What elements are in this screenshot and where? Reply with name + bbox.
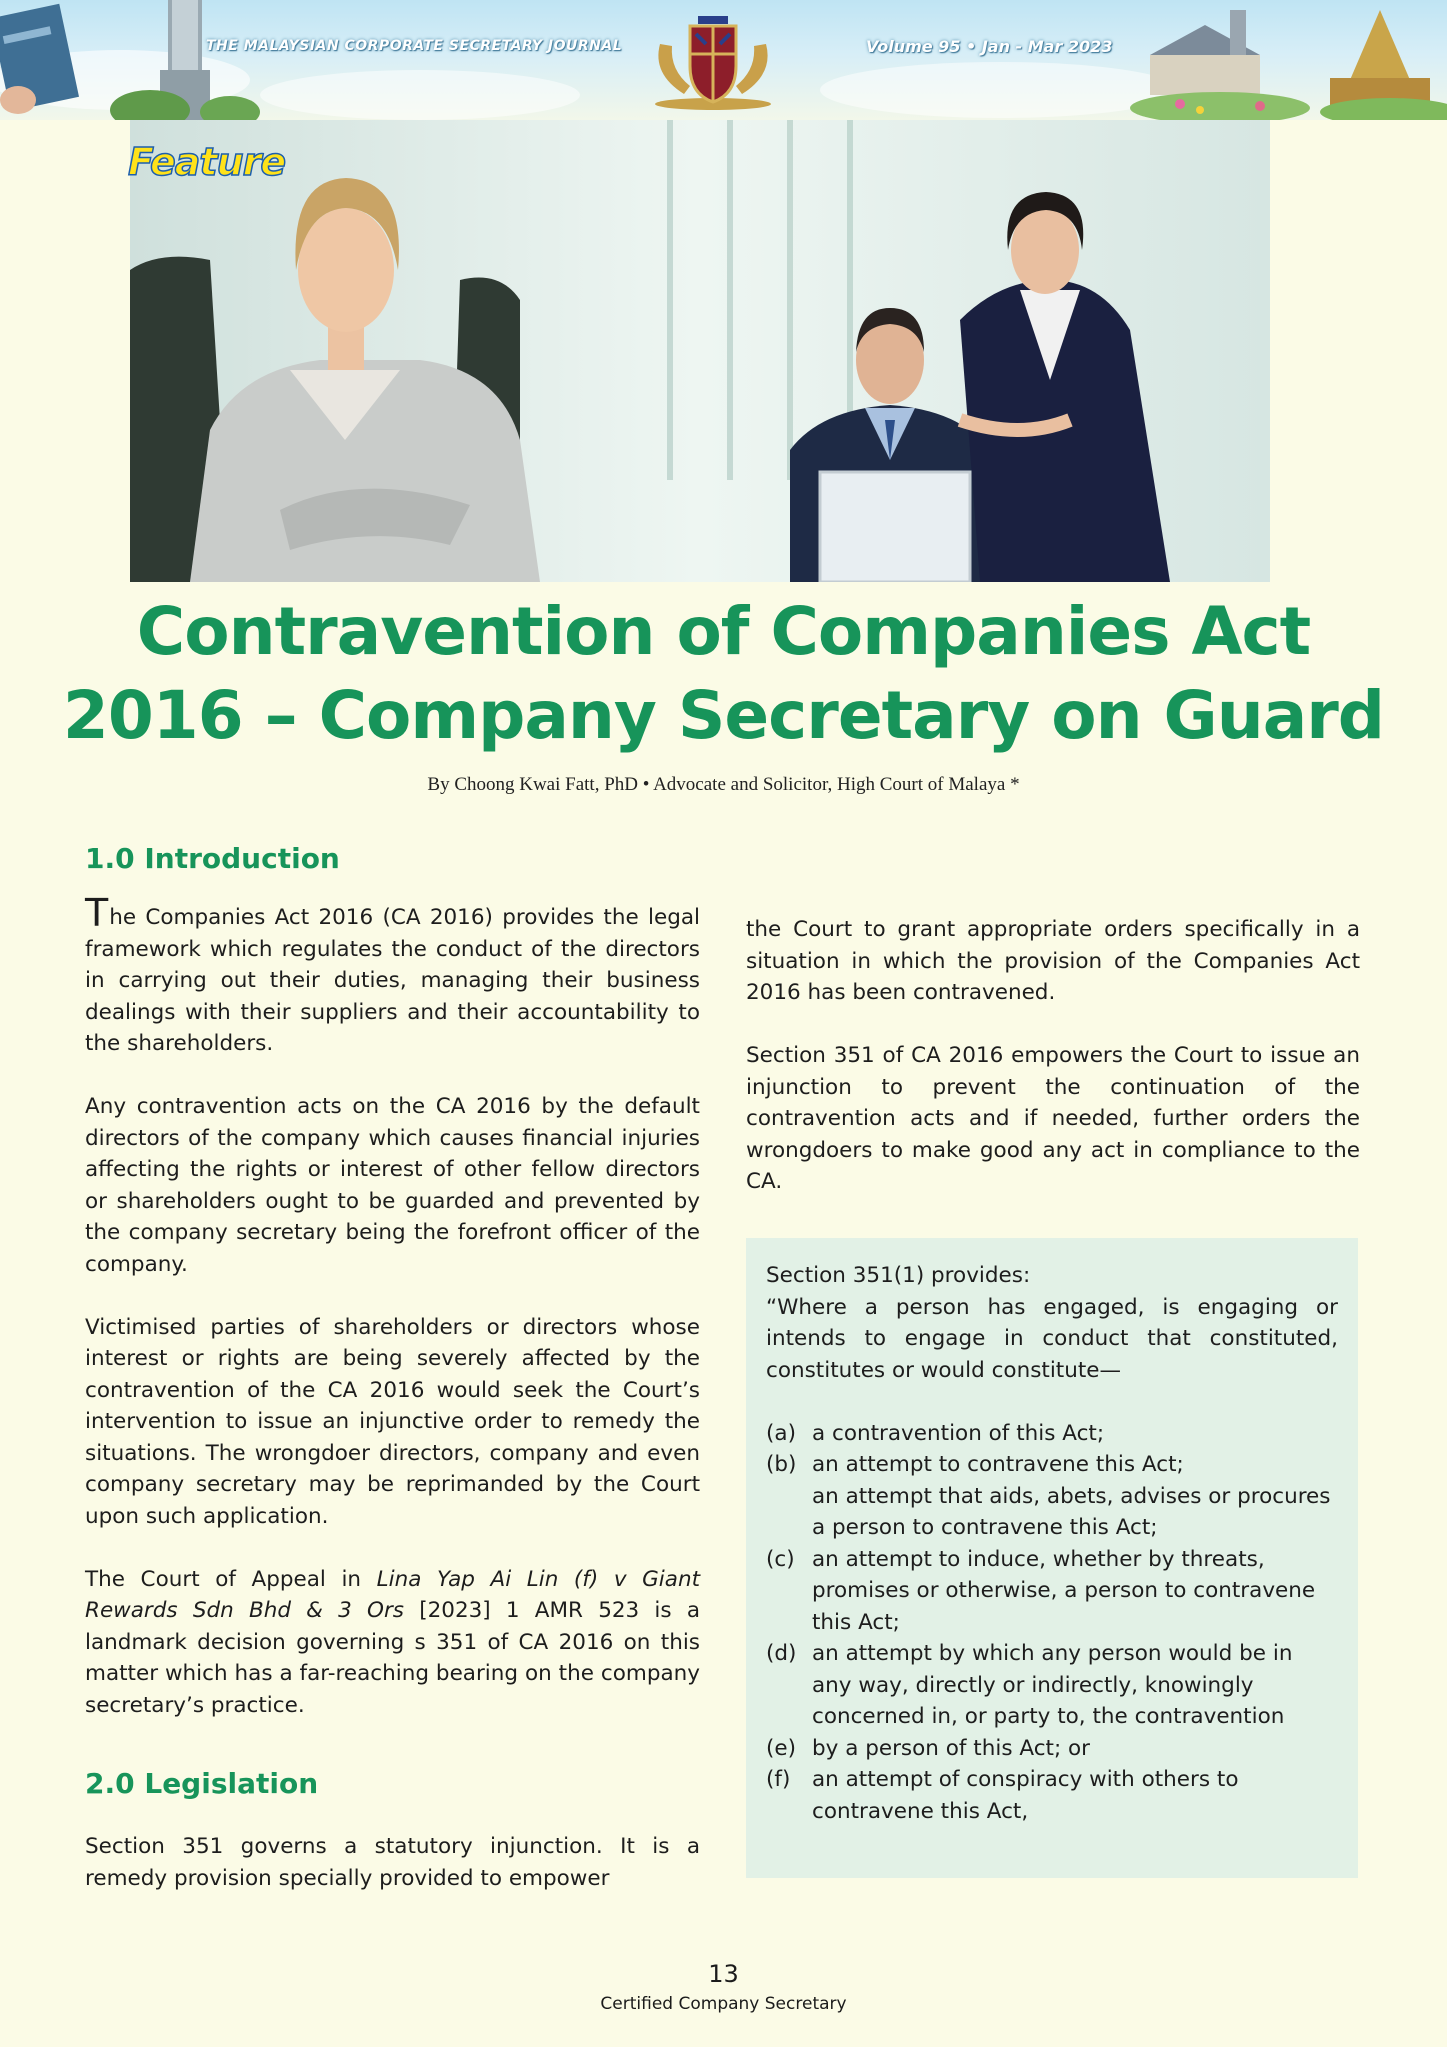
list-item-label: (c): [766, 1546, 795, 1572]
list-item-text: an attempt by which any person would be in any way, directly or indirectly, knowingly concerned in, or party to, the contravention: [812, 1641, 1293, 1729]
statute-quote-content: [766, 1260, 1338, 1827]
quote-list-item: [766, 1764, 1338, 1827]
header-banner: [0, 0, 1447, 120]
page-number: 13: [708, 1960, 739, 1988]
drop-cap: T: [85, 891, 109, 935]
section-heading-introduction: 1.0 Introduction: [85, 842, 340, 875]
left-column: [85, 842, 700, 1894]
intro-paragraph-2: Any contravention acts on the CA 2016 by the default directors of the company which causes financial injuries affecting the rights or interest of other fellow directors or shareholders ought to be guarded and prevented by the company secretary being the forefront officer of the company.: [85, 1094, 700, 1277]
list-item-text: by a person of this Act; or: [812, 1735, 1091, 1761]
list-item-label: [766, 1481, 812, 1544]
byline: By Choong Kwai Fatt, PhD • Advocate and Solicitor, High Court of Malaya *: [427, 774, 1020, 795]
title-line-1: Contravention of Companies Act: [136, 593, 1311, 670]
quote-list-item: [766, 1638, 1338, 1733]
quote-title: Section 351(1) provides:: [766, 1263, 1031, 1288]
statute-quote-box: [746, 1238, 1358, 1878]
feature-label: Feature: [128, 140, 286, 184]
quote-list-item: [766, 1481, 1338, 1544]
intro-paragraph-1: [85, 891, 700, 1060]
journal-name: THE MALAYSIAN CORPORATE SECRETARY JOURNAL: [206, 38, 623, 54]
right-column: [746, 914, 1360, 1198]
quote-list-item: [766, 1449, 1338, 1481]
quote-list-item: [766, 1544, 1338, 1639]
list-item-label: (d): [766, 1641, 797, 1666]
list-item-label: (e): [766, 1735, 797, 1761]
section-heading-legislation: 2.0 Legislation: [85, 1767, 319, 1800]
quote-list-item: [766, 1733, 1338, 1765]
legislation-paragraph-1-continued: the Court to grant appropriate orders specifically in a situation in which the provision of the Companies Act 2016 has been contravened.: [746, 917, 1360, 1005]
volume-info: Volume 95 • Jan - Mar 2023: [866, 37, 1113, 56]
article-title: [40, 590, 1407, 758]
list-item-text: an attempt that aids, abets, advises or procures a person to contravene this Act;: [812, 1483, 1331, 1540]
legislation-paragraph-1: Section 351 governs a statutory injunction. It is a remedy provision specially provided to empower: [85, 1834, 700, 1891]
list-item-label: (b): [766, 1452, 797, 1477]
quote-lead-text: “Where a person has engaged, is engaging or intends to engage in conduct that constituted, constitutes or would constitute—: [766, 1294, 1338, 1383]
intro-paragraph-1-text: he Companies Act 2016 (CA 2016) provides the legal framework which regulates the conduct of the directors in carrying out their duties, managing their business dealings with their suppliers and their accountability to the shareholders.: [85, 905, 700, 1056]
list-item-text: an attempt to contravene this Act;: [812, 1452, 1184, 1477]
list-item-text: a contravention of this Act;: [812, 1420, 1105, 1446]
intro-paragraph-4-lead: The Court of Appeal in: [85, 1566, 377, 1592]
list-item-label: (f): [766, 1767, 791, 1792]
list-item-text: an attempt to induce, whether by threats, promises or otherwise, a person to contravene this Act;: [812, 1546, 1316, 1635]
list-item-label: (a): [766, 1420, 796, 1446]
hero-photo: [130, 120, 1270, 582]
institute-crest-icon: [640, 14, 786, 114]
list-item-text: an attempt of conspiracy with others to contravene this Act,: [812, 1767, 1239, 1824]
intro-paragraph-4-rest: [2023] 1 AMR 523 is a landmark decision governing s 351 of CA 2016 on this matter which has a far-reaching bearing on the company secretary’s practice.: [85, 1598, 700, 1718]
case-citation: Lina Yap Ai Lin (f) v Giant Rewards Sdn Bhd & 3 Ors: [85, 1566, 700, 1623]
intro-paragraph-4: [85, 1564, 700, 1722]
intro-paragraph-3: Victimised parties of shareholders or directors whose interest or rights are being severely affected by the contravention of the CA 2016 would seek the Court’s intervention to issue an injunctive order to remedy the situations. The wrongdoer directors, company and even company secretary may be reprimanded by the Court upon such application.: [85, 1314, 700, 1529]
quote-list-item: [766, 1418, 1338, 1450]
legislation-paragraph-2: Section 351 of CA 2016 empowers the Court to issue an injunction to prevent the continuation of the contravention acts and if needed, further orders the wrongdoers to make good any act in compliance to the CA.: [746, 1043, 1360, 1194]
footer-publication-name: Certified Company Secretary: [600, 1994, 847, 2014]
title-line-2: 2016 – Company Secretary on Guard: [62, 677, 1385, 754]
